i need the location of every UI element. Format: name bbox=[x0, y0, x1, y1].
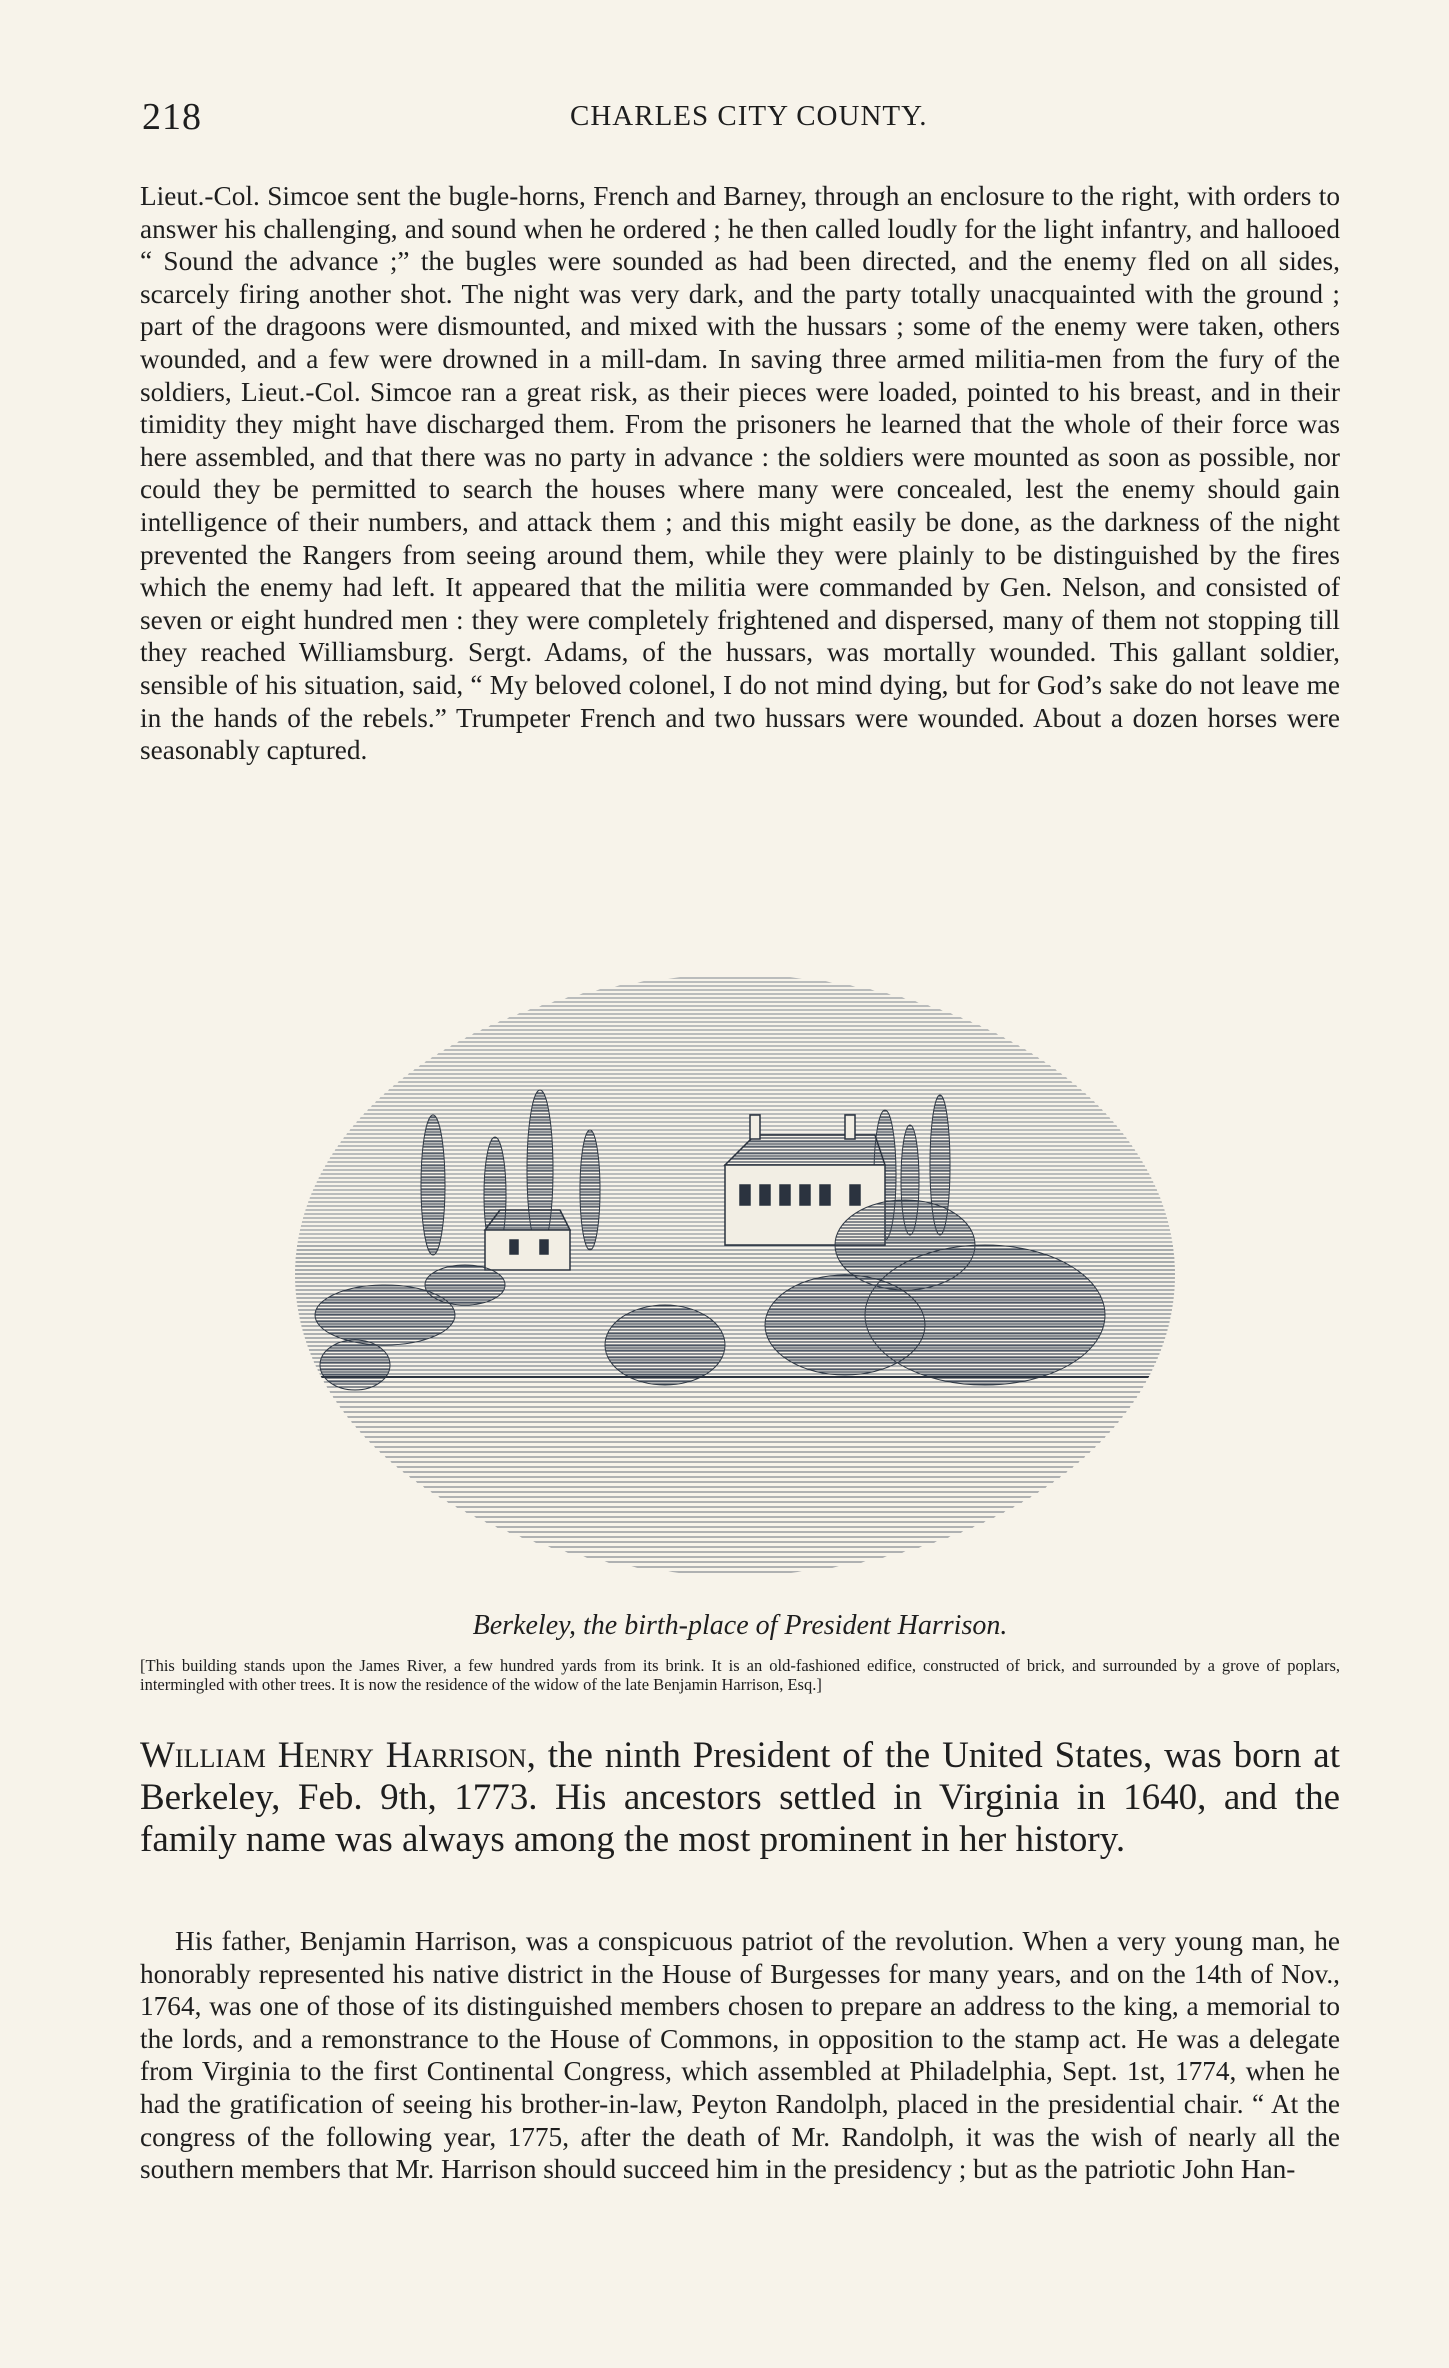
lead-paragraph bbox=[140, 1735, 1340, 1861]
page-number: 218 bbox=[142, 96, 202, 138]
figure-note: [This building stands upon the James River, a few hundred yards from its brink. It is an old-fashioned edifice, constructed of brick, and surrounded by a grove of poplars, intermingled with other trees. It is now the residence of the widow of the late Benjamin Harrison, Esq.] bbox=[140, 1656, 1340, 1694]
lead-name: William Henry Harrison, bbox=[140, 1735, 536, 1776]
lead-text: the ninth President of the United States, was born at Berkeley, Feb. 9th, 1773. His ancestors settled in Virginia in 1640, and the family name was always among the most prominent in her history. bbox=[140, 1735, 1341, 1860]
berkeley-engraving bbox=[285, 945, 1185, 1585]
running-title: CHARLES CITY COUNTY. bbox=[570, 100, 928, 132]
body-paragraph-1: Lieut.-Col. Simcoe sent the bugle-horns, French and Barney, through an enclosure to the right, with orders to answer his challenging, and sound when he ordered ; he then called loudly for the light infantry, and hallooed “ Sound the advance ;” the bugles were sounded as had been directed, and the enemy fled on all sides, scarcely firing another shot. The night was very dark, and the party totally unacquainted with the ground ; part of the dragoons were dismounted, and mixed with the hussars ; some of the enemy were taken, others wounded, and a few were drowned in a mill-dam. In saving three armed militia-men from the fury of the soldiers, Lieut.-Col. Simcoe ran a great risk, as their pieces were loaded, pointed to his breast, and in their timidity they might have discharged them. From the prisoners he learned that the whole of their force was here assembled, and that there was no party in advance : the soldiers were mounted as soon as possible, nor could they be permitted to search the houses where many were concealed, lest the enemy should gain intelligence of their numbers, and attack them ; and this might easily be done, as the darkness of the night prevented the Rangers from seeing around them, while they were plainly to be distinguished by the fires which the enemy had left. It appeared that the militia were commanded by Gen. Nelson, and consisted of seven or eight hundred men : they were completely frightened and dispersed, many of them not stopping till they reached Williamsburg. Sergt. Adams, of the hussars, was mortally wounded. This gallant soldier, sensible of his situation, said, “ My beloved colonel, I do not mind dying, but for God’s sake do not leave me in the hands of the rebels.” Trumpeter French and two hussars were wounded. About a dozen horses were seasonably captured. bbox=[140, 181, 1340, 766]
figure-caption: Berkeley, the birth-place of President Harrison. bbox=[472, 1610, 1008, 1641]
body-paragraph-2: His father, Benjamin Harrison, was a conspicuous patriot of the revolution. When a very young man, he honorably represented his native district in the House of Burgesses for many years, and on the 14th of Nov., 1764, was one of those of its distinguished members chosen to prepare an address to the king, a memorial to the lords, and a remonstrance to the House of Commons, in opposition to the stamp act. He was a delegate from Virginia to the first Continental Congress, which assembled at Philadelphia, Sept. 1st, 1774, when he had the gratification of seeing his brother-in-law, Peyton Randolph, placed in the presidential chair. “ At the congress of the following year, 1775, after the death of Mr. Randolph, it was the wish of nearly all the southern members that Mr. Harrison should succeed him in the presidency ; but as the patriotic John Han- bbox=[140, 1926, 1340, 2185]
